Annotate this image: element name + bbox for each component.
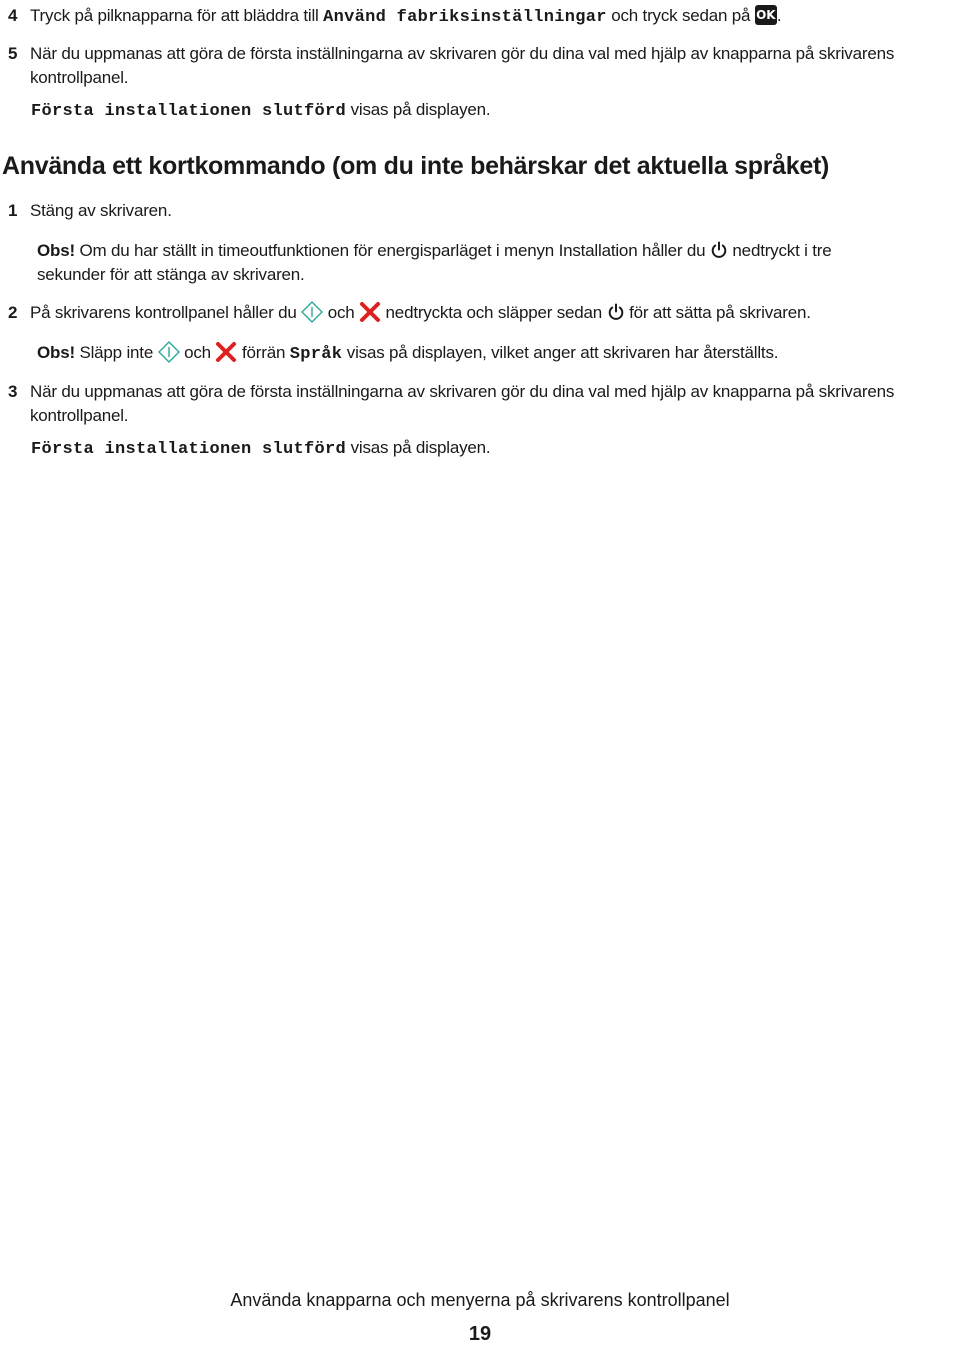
step-number: 5 (8, 44, 18, 63)
step-text: På skrivarens kontrollpanel håller du (30, 303, 302, 322)
punctuation: . (776, 6, 782, 25)
step-3 (0, 381, 894, 403)
note-1-continued: sekunder för att stänga av skrivaren. (37, 265, 305, 284)
note-2 (37, 342, 778, 366)
note-text: Om du har ställt in timeoutfunktionen för energisparläget i menyn Installation håller du (74, 241, 710, 260)
note-text: Släpp inte (74, 343, 158, 362)
step-3-result (31, 437, 490, 461)
stop-icon (359, 301, 381, 323)
note-text: visas på displayen, vilket anger att skrivaren har återställts. (342, 343, 779, 362)
step-4 (0, 5, 781, 29)
power-icon (607, 303, 625, 321)
display-option: Använd fabriksinställningar (323, 8, 607, 27)
step-text: för att sätta på skrivaren. (624, 303, 811, 322)
step-number: 2 (8, 303, 18, 322)
note-label: Obs! (37, 343, 75, 362)
step-2 (0, 302, 811, 325)
step-5-result (31, 99, 490, 123)
stop-icon (215, 341, 237, 363)
note-label: Obs! (37, 241, 75, 260)
step-5-continued: kontrollpanel. (30, 68, 129, 87)
section-heading: Använda ett kortkommando (om du inte behärskar det aktuella språket) (2, 152, 830, 180)
start-icon (158, 341, 180, 363)
step-1 (0, 200, 172, 222)
step-text: Stäng av skrivaren. (30, 201, 172, 220)
ok-button-icon: OK (755, 5, 777, 25)
step-text: När du uppmanas att göra de första inställningarna av skrivaren gör du dina val med hjälp av knapparna på skrivarens (30, 382, 895, 401)
step-3-continued: kontrollpanel. (30, 406, 129, 425)
display-message: Första installationen slutförd (31, 440, 347, 459)
start-icon (301, 301, 323, 323)
page-number: 19 (468, 1323, 492, 1345)
step-5 (0, 43, 894, 65)
step-number: 3 (8, 382, 18, 401)
result-text: visas på displayen. (346, 438, 491, 457)
note-text: nedtryckt i tre (727, 241, 832, 260)
step-text: nedtryckta och släpper sedan (381, 303, 607, 322)
note-1 (37, 240, 831, 262)
step-text: och (323, 303, 360, 322)
step-number: 1 (8, 201, 18, 220)
result-text: visas på displayen. (346, 100, 491, 119)
footer-title: Använda knapparna och menyerna på skrivarens kontrollpanel (230, 1290, 730, 1310)
display-word: Språk (289, 345, 343, 364)
step-number: 4 (8, 6, 18, 25)
note-text: förrän (237, 343, 290, 362)
step-text: När du uppmanas att göra de första inställningarna av skrivaren gör du dina val med hjälp av knapparna på skrivarens (30, 44, 895, 63)
note-text: och (179, 343, 216, 362)
power-icon (710, 241, 728, 259)
step-text: och tryck sedan på (606, 6, 755, 25)
display-message: Första installationen slutförd (31, 102, 347, 121)
step-text: Tryck på pilknapparna för att bläddra till (30, 6, 324, 25)
